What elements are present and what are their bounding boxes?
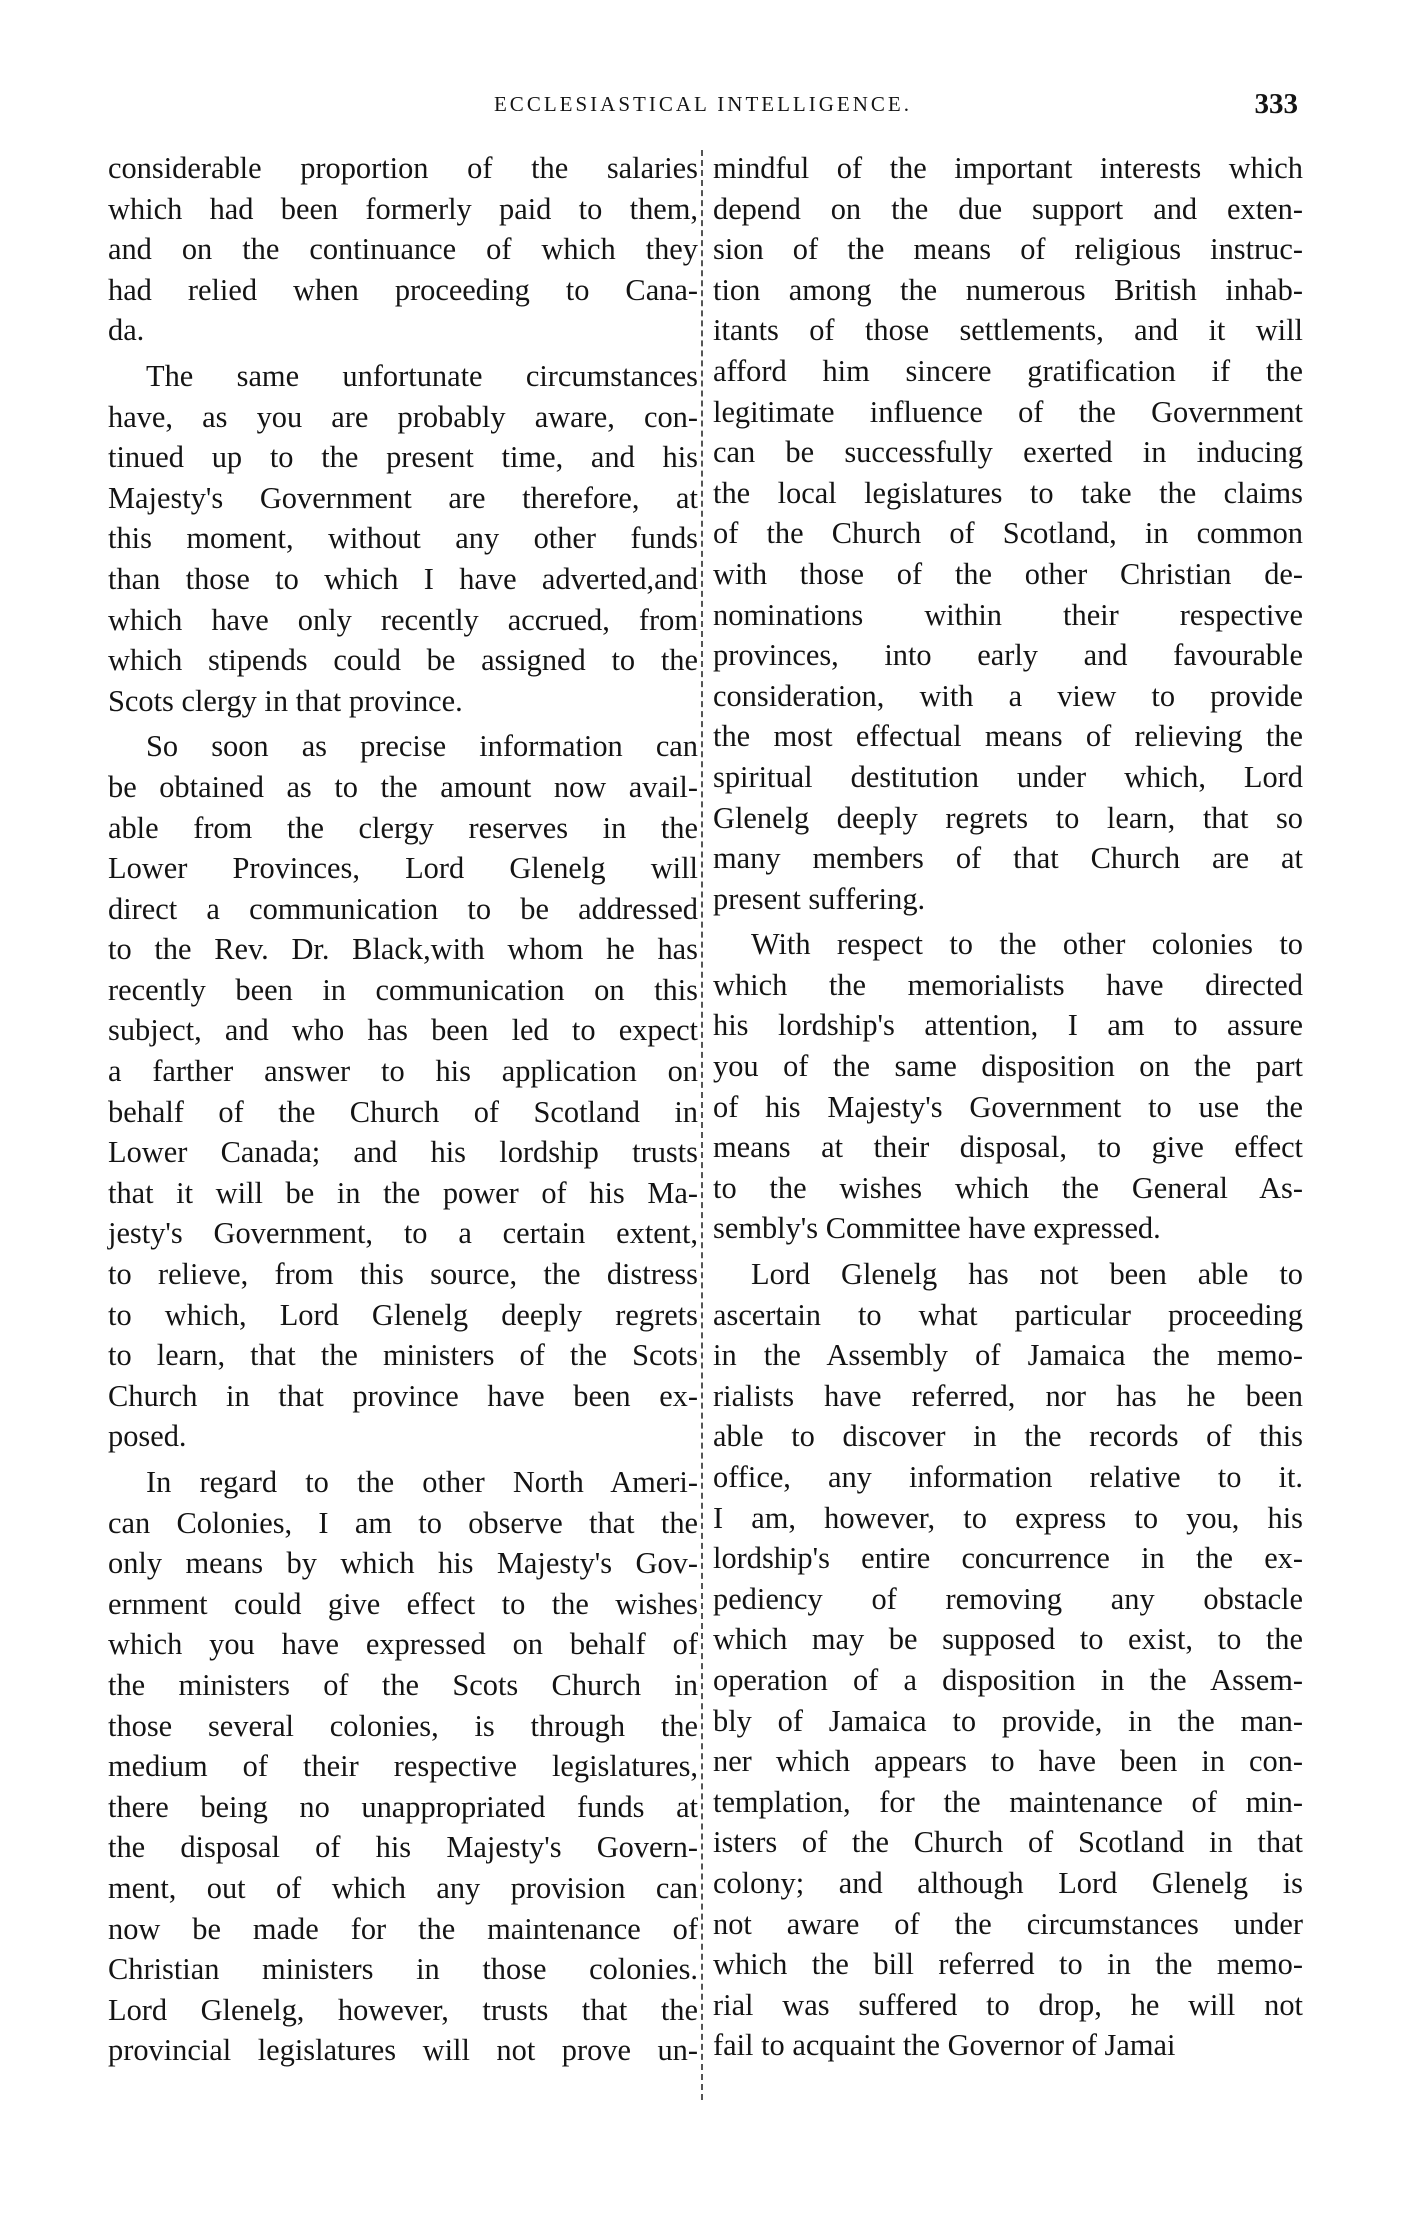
text-line: the disposal of his Majesty's Govern- xyxy=(108,1830,698,1865)
text-line: pediency of removing any obstacle xyxy=(713,1581,1303,1616)
text-line: only means by which his Majesty's Gov- xyxy=(108,1546,698,1581)
text-line: which the bill referred to in the memo- xyxy=(713,1947,1303,1982)
text-line: medium of their respective legislatures, xyxy=(108,1749,698,1784)
text-line: Church in that province have been ex- xyxy=(108,1378,698,1413)
text-line: So soon as precise information can xyxy=(146,729,698,764)
text-line: this moment, without any other funds xyxy=(108,521,698,556)
text-line: colony; and although Lord Glenelg is xyxy=(713,1865,1303,1900)
text-line: there being no unappropriated funds at xyxy=(108,1789,698,1824)
text-line: tion among the numerous British inhab- xyxy=(713,272,1303,307)
text-line: Glenelg deeply regrets to learn, that so xyxy=(713,800,1303,835)
text-line: provincial legislatures will not prove un- xyxy=(108,2033,698,2068)
text-line: recently been in communication on this xyxy=(108,972,698,1007)
text-line: nominations within their respective xyxy=(713,597,1303,632)
text-line: able to discover in the records of this xyxy=(713,1419,1303,1454)
page-number: 333 xyxy=(1254,88,1298,120)
column-divider xyxy=(701,150,703,2100)
text-line: spiritual destitution under which, Lord xyxy=(713,759,1303,794)
text-line: the ministers of the Scots Church in xyxy=(108,1667,698,1702)
text-line: present suffering. xyxy=(713,881,926,916)
text-line: that it will be in the power of his Ma- xyxy=(108,1175,698,1210)
text-line: now be made for the maintenance of xyxy=(108,1911,698,1946)
text-line: to learn, that the ministers of the Scots xyxy=(108,1338,698,1373)
text-line: operation of a disposition in the Assem- xyxy=(713,1662,1303,1697)
text-line: behalf of the Church of Scotland in xyxy=(108,1094,698,1129)
text-line: which may be supposed to exist, to the xyxy=(713,1622,1303,1657)
text-line: can be successfully exerted in inducing xyxy=(713,435,1303,470)
text-line: his lordship's attention, I am to assure xyxy=(713,1008,1303,1043)
text-line: of his Majesty's Government to use the xyxy=(713,1089,1303,1124)
text-line: and on the continuance of which they xyxy=(108,232,698,267)
text-line: depend on the due support and exten- xyxy=(713,191,1303,226)
text-line: posed. xyxy=(108,1419,187,1454)
running-head: ECCLESIASTICAL INTELLIGENCE. xyxy=(493,92,912,116)
text-line: sembly's Committee have expressed. xyxy=(713,1211,1161,1246)
text-line: a farther answer to his application on xyxy=(108,1054,698,1089)
text-line: office, any information relative to it. xyxy=(713,1460,1303,1494)
text-line: Lord Glenelg has not been able to xyxy=(751,1257,1303,1292)
text-line: ascertain to what particular proceeding xyxy=(713,1297,1303,1332)
text-line: considerable proportion of the salaries xyxy=(108,151,698,185)
text-line: Christian ministers in those colonies. xyxy=(108,1952,698,1987)
text-line: jesty's Government, to a certain extent, xyxy=(108,1216,698,1251)
text-line: to the wishes which the General As- xyxy=(713,1170,1303,1205)
text-line: itants of those settlements, and it will xyxy=(713,313,1303,348)
text-line: With respect to the other colonies to xyxy=(751,927,1303,962)
text-line: rial was suffered to drop, he will not xyxy=(713,1987,1303,2022)
text-line: consideration, with a view to provide xyxy=(713,678,1303,713)
text-line: many members of that Church are at xyxy=(713,841,1303,876)
text-line: Lord Glenelg, however, trusts that the xyxy=(108,1992,698,2027)
text-line: legitimate influence of the Government xyxy=(713,394,1303,429)
text-line: afford him sincere gratification if the xyxy=(713,353,1303,388)
text-line: Majesty's Government are therefore, at xyxy=(108,480,698,515)
text-line: be obtained as to the amount now avail- xyxy=(108,769,698,804)
text-line: The same unfortunate circumstances xyxy=(146,358,698,393)
text-line: Lower Canada; and his lordship trusts xyxy=(108,1135,698,1170)
text-line: Scots clergy in that province. xyxy=(108,683,463,718)
text-line: which have only recently accrued, from xyxy=(108,602,698,637)
text-line: which stipends could be assigned to the xyxy=(108,643,698,678)
text-line: those several colonies, is through the xyxy=(108,1708,698,1743)
text-line: means at their disposal, to give effect xyxy=(713,1130,1303,1165)
text-line: which the memorialists have directed xyxy=(713,967,1303,1002)
text-line: not aware of the circumstances under xyxy=(713,1906,1303,1941)
text-line: had relied when proceeding to Cana- xyxy=(108,272,698,307)
text-line: In regard to the other North Ameri- xyxy=(146,1465,698,1499)
text-line: can Colonies, I am to observe that the xyxy=(108,1505,698,1540)
page-header xyxy=(108,88,1298,128)
text-line: to which, Lord Glenelg deeply regrets xyxy=(108,1297,698,1332)
text-line: the most effectual means of relieving the xyxy=(713,719,1303,754)
text-line: direct a communication to be addressed xyxy=(108,891,698,926)
text-line: templation, for the maintenance of min- xyxy=(713,1784,1303,1819)
text-line: have, as you are probably aware, con- xyxy=(108,399,698,434)
text-line: da. xyxy=(108,313,145,348)
text-line: subject, and who has been led to expect xyxy=(108,1013,698,1048)
text-line: provinces, into early and favourable xyxy=(713,638,1303,673)
text-line: sion of the means of religious instruc- xyxy=(713,232,1303,267)
text-line: you of the same disposition on the part xyxy=(713,1049,1303,1084)
text-line: rialists have referred, nor has he been xyxy=(713,1378,1303,1413)
text-line: ner which appears to have been in con- xyxy=(713,1744,1303,1779)
text-line: which you have expressed on behalf of xyxy=(108,1627,698,1662)
text-line: ment, out of which any provision can xyxy=(108,1870,698,1905)
text-line: the local legislatures to take the claims xyxy=(713,475,1303,510)
text-line: with those of the other Christian de- xyxy=(713,556,1303,591)
text-line: able from the clergy reserves in the xyxy=(108,810,698,845)
left-column xyxy=(108,148,698,2071)
text-line: fail to acquaint the Governor of Jamai xyxy=(713,2028,1176,2063)
text-line: which had been formerly paid to them, xyxy=(108,191,698,226)
text-line: to relieve, from this source, the distress xyxy=(108,1257,698,1292)
text-line: tinued up to the present time, and his xyxy=(108,440,698,475)
text-line: bly of Jamaica to provide, in the man- xyxy=(713,1703,1303,1738)
text-line: I am, however, to express to you, his xyxy=(713,1500,1303,1535)
right-column xyxy=(713,148,1303,2066)
text-line: isters of the Church of Scotland in that xyxy=(713,1825,1303,1860)
text-line: lordship's entire concurrence in the ex- xyxy=(713,1541,1303,1576)
text-line: ernment could give effect to the wishes xyxy=(108,1586,698,1621)
text-line: in the Assembly of Jamaica the memo- xyxy=(713,1338,1303,1373)
text-line: mindful of the important interests which xyxy=(713,151,1303,185)
text-line: of the Church of Scotland, in common xyxy=(713,516,1303,551)
text-line: to the Rev. Dr. Black,with whom he has xyxy=(108,932,698,967)
text-line: than those to which I have adverted,and xyxy=(108,561,698,596)
text-line: Lower Provinces, Lord Glenelg will xyxy=(108,851,698,886)
